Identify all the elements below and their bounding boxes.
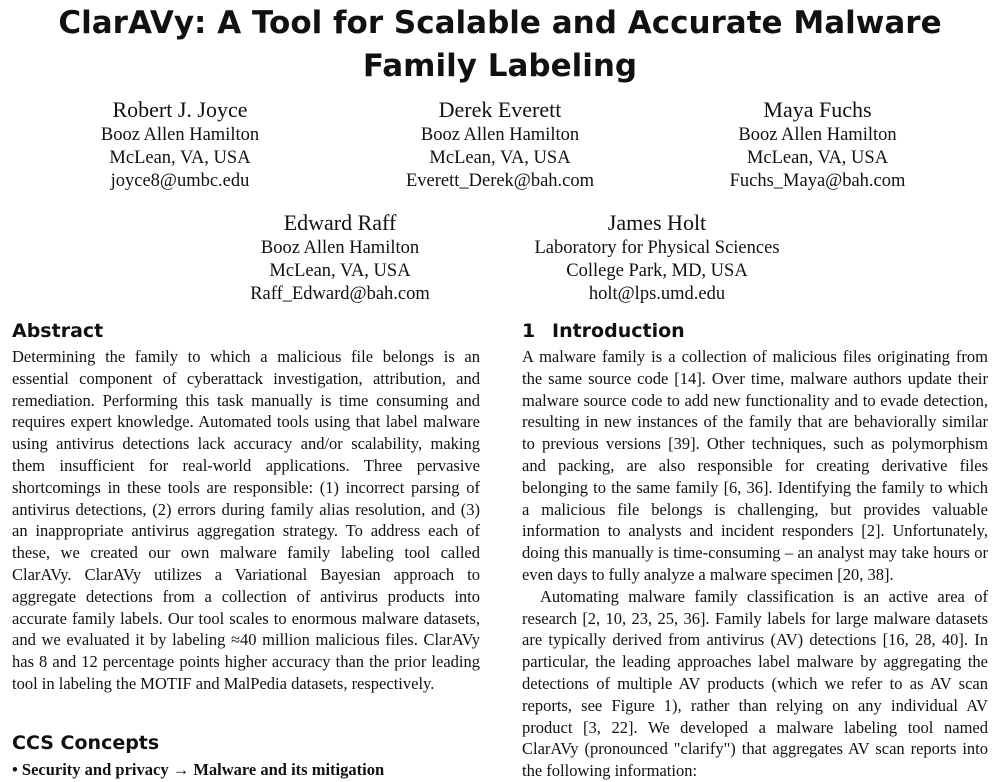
author-email: Everett_Derek@bah.com	[405, 171, 595, 191]
author-affiliation: Booz Allen Hamilton	[260, 238, 420, 258]
author-location: McLean, VA, USA	[109, 148, 251, 168]
abstract-body	[12, 346, 480, 695]
section-number: 1	[522, 320, 536, 342]
introduction-heading	[522, 318, 685, 344]
author-name: Edward Raff	[283, 210, 397, 235]
author-location: McLean, VA, USA	[429, 148, 571, 168]
author-location: McLean, VA, USA	[746, 148, 889, 168]
intro-paragraph: A malware family is a collection of malicious files originating from the same source code [14]. Over time, malware authors update their malware source code to add new functionality and to evade detection, resulting in new instances of the family that are behaviorally similar to previous versions [39]. Other techniques, such as polymorphism and packing, are also responsible for creating derivative files belonging to the same family [6, 36]. Identifying the family to which a malicious file belongs is challenging, but provides valuable information to analysts and incident responders [2]. Unfortunately, doing this manually is time-consuming – an analyst may take hours or even days to fully analyze a malware specimen [20, 38].	[522, 347, 988, 584]
ccs-heading: CCS Concepts	[12, 732, 160, 754]
abstract-text: Determining the family to which a malicious file belongs is an essential component of cyberattack investigation, attribution, and remediation. Performing this task manually is time consuming and requires expert knowledge. Automated tools using that label malware using antivirus detections lack accuracy and/or scalability, making them insufficient for real-world applications. Three pervasive shortcomings in these tools are responsible: (1) incorrect parsing of antivirus detections, (2) errors during family alias resolution, and (3) an inappropriate antivirus aggregation strategy. To address each of these, we created our own malware family labeling tool called ClarAVy. ClarAVy utilizes a Variational Bayesian approach to aggregate detections from a collection of antivirus products into accurate family labels. Our tool scales to enormous malware datasets, and we evaluated it by labeling ≈40 million malicious files. ClarAVy has 8 and 12 percentage points higher accuracy than the prior leading tool in labeling the MOTIF and MalPedia datasets, respectively.	[12, 347, 480, 693]
author-affiliation: Booz Allen Hamilton	[738, 125, 897, 145]
author-block	[220, 209, 460, 306]
author-name: Robert J. Joyce	[112, 97, 248, 122]
author-location: College Park, MD, USA	[566, 261, 748, 281]
author-affiliation: Booz Allen Hamilton	[100, 125, 260, 145]
author-email: holt@lps.umd.edu	[588, 284, 726, 304]
author-name: Derek Everett	[438, 97, 562, 122]
author-location: McLean, VA, USA	[269, 261, 411, 281]
author-block	[60, 96, 300, 193]
author-name: James Holt	[607, 210, 707, 235]
author-email: Raff_Edward@bah.com	[250, 284, 430, 304]
introduction-body	[522, 346, 988, 782]
author-block	[360, 96, 640, 193]
paper-title: ClarAVy: A Tool for Scalable and Accurate Malware Family Labeling	[58, 5, 942, 84]
author-block	[515, 209, 799, 306]
intro-paragraph: Automating malware family classification is an active area of research [2, 10, 23, 25, 36]. Family labels for large malware datasets are typically derived from antivirus (AV) detections [16, 28, 40]. In particular, the leading approaches label malware by aggregating the detections of multiple AV products (which we refer to as AV scan reports, see Figure 1), rather than relying on any individual AV product [3, 22]. We developed a malware labeling tool named ClarAVy (pronounced "clarify") that aggregates AV scan reports into the following information:	[522, 586, 988, 781]
author-email: Fuchs_Maya@bah.com	[729, 171, 906, 191]
author-name: Maya Fuchs	[763, 97, 872, 122]
author-email: joyce8@umbc.edu	[110, 171, 250, 191]
author-affiliation: Laboratory for Physical Sciences	[534, 238, 780, 258]
abstract-heading: Abstract	[12, 320, 104, 342]
ccs-concept-item: • Security and privacy → Malware and its mitigation	[12, 760, 385, 779]
author-affiliation: Booz Allen Hamilton	[420, 125, 580, 145]
section-title: Introduction	[552, 320, 685, 342]
author-block	[700, 96, 935, 193]
